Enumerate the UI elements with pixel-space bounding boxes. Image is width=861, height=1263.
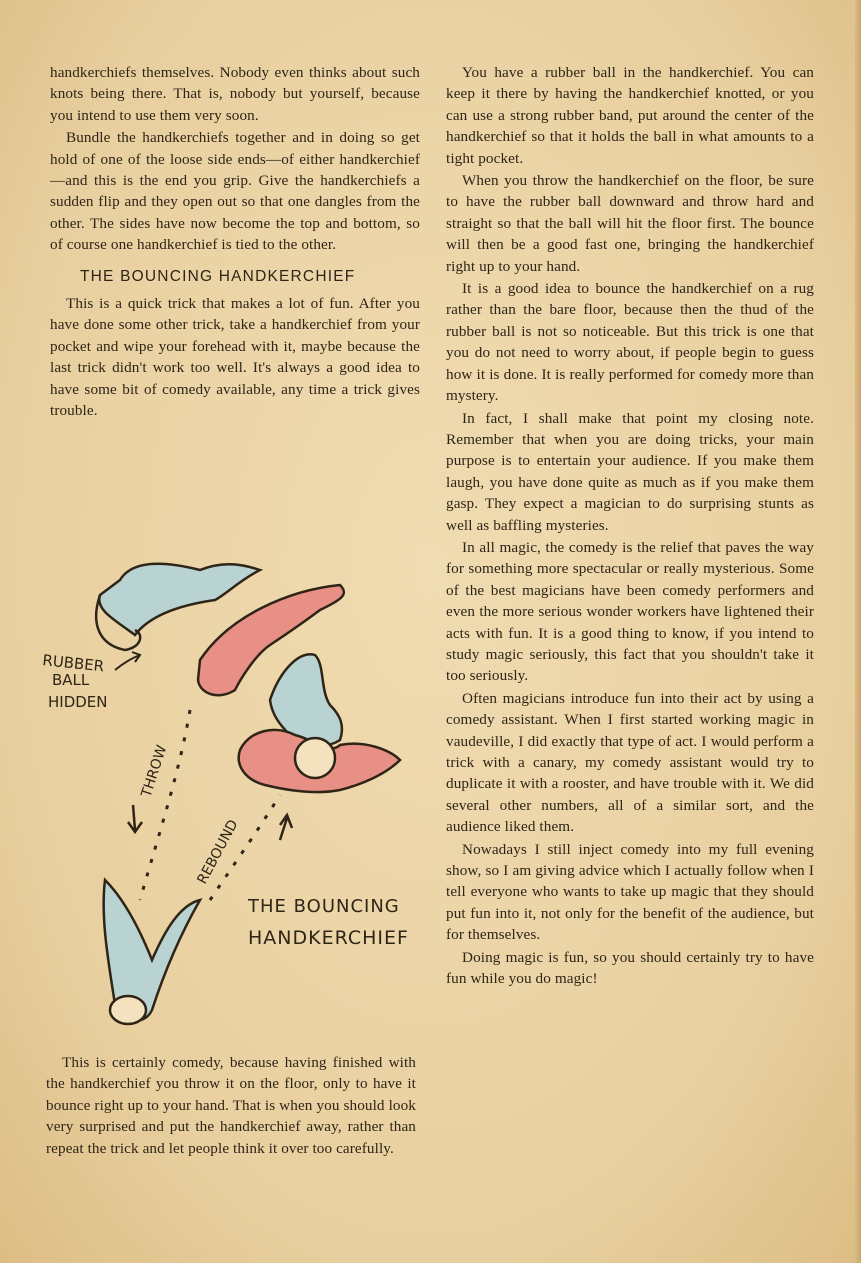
paragraph: In all magic, the comedy is the relief that paves the way for something more spectacular or really mysterious. Some of the best magicians have been comedy performers and even the more serious wonder workers have lightened their acts with fun. It is a good thing to know, if you intend to study magic seriously, this fact that you shouldn't take it too seriously.: [446, 538, 814, 685]
paragraph: You have a rubber ball in the handkerchief. You can keep it there by having the handkerchief knotted, or you can use a strong rubber band, put around the center of the handkerchief so that it holds the ball in what amounts to a tight pocket.: [446, 64, 814, 167]
right-column: [446, 62, 814, 989]
paragraph: Bundle the handkerchiefs together and in doing so get hold of one of the loose side ends—of either handkerchief—and this is the end you grip. Give the handkerchiefs a sudden flip and they open out so that one dangles from the other. The sides have now become the top and bottom, so of course one handkerchief is tied to the other.: [50, 129, 420, 254]
throw-path: [140, 710, 190, 900]
section-heading: THE BOUNCING HANDKERCHIEF: [80, 267, 356, 285]
paragraph: It is a good idea to bounce the handkerchief on a rug rather than the bare floor, because then the thud of the rubber ball is not so noticeable. But this trick is one that you do not need to worry about, if people begin to guess how it is done. It is really performed for comedy more than mystery.: [446, 280, 814, 405]
paragraph: When you throw the handkerchief on the floor, be sure to have the rubber ball downward and throw hard and straight so that the ball will hit the floor first. The bounce will then be a good fast one, bringing the handkerchief right up to your hand.: [446, 172, 814, 275]
paragraph: This is a quick trick that makes a lot of fun. After you have done some other trick, take a handkerchief from your pocket and wipe your forehead with it, maybe because the last trick didn't work too well. It's always a good idea to have some bit of comedy available, any time a trick gives trouble.: [50, 295, 420, 420]
rebound-arrow-icon: [280, 815, 292, 840]
label-rubber: RUBBER: [41, 651, 106, 676]
paragraph: handkerchiefs themselves. Nobody even thinks about such knots being there. That is, nobody but yourself, because you intend to use them very soon.: [50, 64, 420, 124]
bouncing-handkerchief-illustration: [40, 540, 430, 1040]
pointer-arrow-icon: [115, 652, 140, 670]
paragraph: Doing magic is fun, so you should certainly try to have fun while you do magic!: [446, 948, 814, 988]
left-column: [50, 62, 420, 422]
caption-line-2: HANDKERCHIEF: [248, 927, 409, 949]
paragraph: Often magicians introduce fun into their act by using a comedy assistant. When I first started working magic in vaudeville, I did exactly that type of act. I would perform a trick with a canary, my comedy assistant would try to duplicate it with a rooster, and have trouble with it. We did several other numbers, all of a similar sort, and the audience liked them.: [446, 689, 814, 836]
label-hidden: HIDDEN: [48, 693, 108, 711]
paragraph: Nowadays I still inject comedy into my full evening show, so I am giving advice which I actually follow when I tell everyone who wants to take up magic that they should put fun into it, not only for the benefit of the audience, but for themselves.: [446, 840, 814, 944]
paragraph: This is certainly comedy, because having finished with the handkerchief you throw it on the floor, only to have it bounce right up to your hand. That is when you should look very surprised and put the handkerchief away, rather than repeat the trick and let people think it over too carefully.: [46, 1054, 416, 1157]
throw-arrow-icon: [128, 805, 142, 832]
label-ball: BALL: [52, 671, 90, 689]
ball-bottom: [110, 996, 146, 1024]
label-rebound: REBOUND: [194, 817, 242, 887]
label-throw: THROW: [138, 743, 171, 800]
rubber-ball: [295, 738, 335, 778]
caption-line-1: THE BOUNCING: [248, 896, 400, 917]
paragraph: In fact, I shall make that point my closing note. Remember that when you are doing tricks, your main purpose is to entertain your audience. If you make them laugh, you have done quite as much as if you make them gasp. They expect a magician to do surprising stunts as well as baffling mysteries.: [446, 409, 814, 534]
left-column-bottom: [46, 1052, 416, 1159]
page-edge: [855, 0, 861, 1263]
